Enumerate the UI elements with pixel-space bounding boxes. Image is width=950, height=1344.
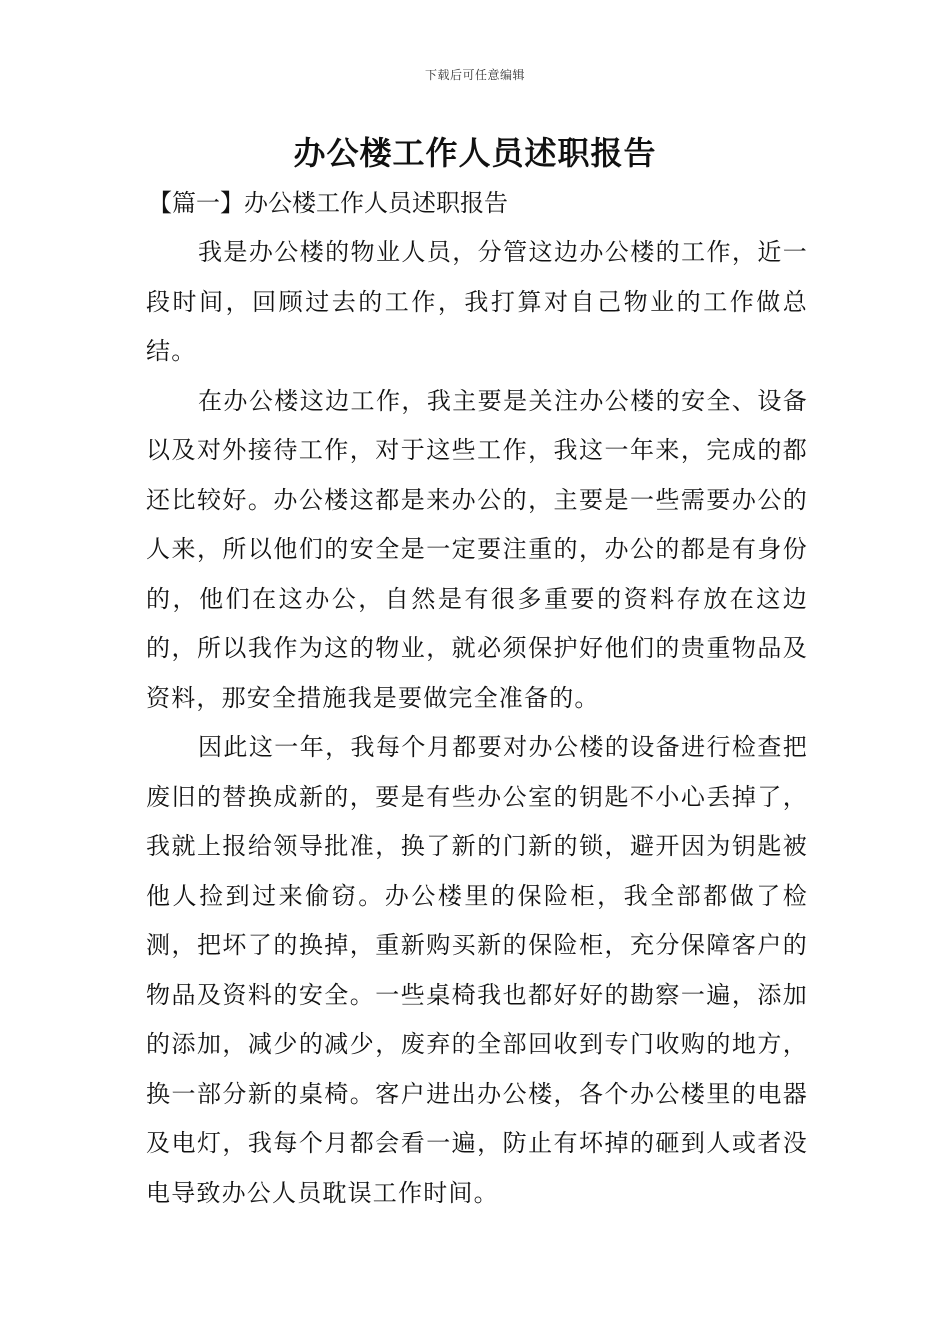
paragraph: 在办公楼这边工作，我主要是关注办公楼的安全、设备以及对外接待工作，对于这些工作，我这一年来，完成的都还比较好。办公楼这都是来办公的，主要是一些需要办公的人来，所以他们的安全是一定要注重的，办公的都是有身份的，他们在这办公，自然是有很多重要的资料存放在这边的，所以我作为这的物业，就必须保护好他们的贵重物品及资料，那安全措施我是要做完全准备的。 xyxy=(146,386,808,712)
body-text xyxy=(146,228,808,1218)
header-note: 下载后可任意编辑 xyxy=(424,68,525,82)
section-heading: 【篇一】办公楼工作人员述职报告 xyxy=(148,189,508,217)
paragraph: 我是办公楼的物业人员，分管这边办公楼的工作，近一段时间，回顾过去的工作，我打算对自己物业的工作做总结。 xyxy=(146,238,808,365)
paragraph: 因此这一年，我每个月都要对办公楼的设备进行检查把废旧的替换成新的，要是有些办公室的钥匙不小心丢掉了，我就上报给领导批准，换了新的门新的锁，避开因为钥匙被他人捡到过来偷窃。办公楼里的保险柜，我全部都做了检测，把坏了的换掉，重新购买新的保险柜，充分保障客户的物品及资料的安全。一些桌椅我也都好好的勘察一遍，添加的添加，减少的减少，废弃的全部回收到专门收购的地方，换一部分新的桌椅。客户进出办公楼，各个办公楼里的电器及电灯，我每个月都会看一遍，防止有坏掉的砸到人或者没电导致办公人员耽误工作时间。 xyxy=(146,733,808,1207)
document-title: 办公楼工作人员述职报告 xyxy=(293,134,657,172)
